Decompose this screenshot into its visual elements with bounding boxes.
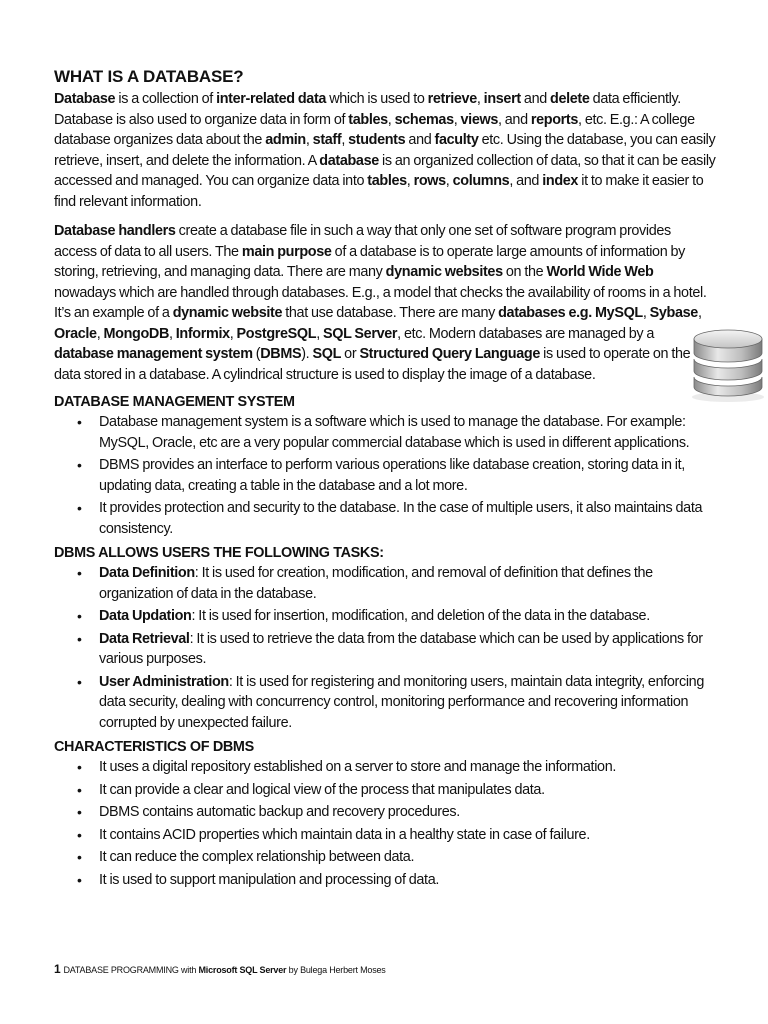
bold-term: main purpose <box>241 243 332 260</box>
text-run: which is used to <box>326 91 428 107</box>
text-run: , <box>341 132 349 148</box>
text-run: : It is used to retrieve the data from the database which can be used by applications for various purposes. <box>99 630 703 667</box>
text-run: It can provide a clear and logical view of the process that manipulates data. <box>99 781 545 798</box>
bold-term: inter-related data <box>216 91 327 107</box>
list-item <box>99 780 716 801</box>
bold-term: tables <box>348 111 388 128</box>
text-run: , <box>229 325 237 342</box>
text-run: , and <box>497 111 531 128</box>
text-run: : It is used for insertion, modification, and deletion of the data in the database. <box>191 608 650 624</box>
text-run: DBMS provides an interface to perform various operations like database creation, storing data in it, updating data, creating a table in the database and a lot more. <box>99 457 685 494</box>
list-item <box>99 629 716 670</box>
list-item <box>99 455 716 496</box>
bold-term: Data Updation <box>99 608 192 624</box>
dbms-list <box>54 412 716 539</box>
bold-term: schemas <box>394 111 454 128</box>
bold-term: database management system <box>54 346 253 362</box>
text-run: is used to operate on the data stored in a database. A cylindrical structure is used to display the image of a database. <box>54 346 691 383</box>
list-item <box>99 412 716 453</box>
text-run: , <box>445 173 453 189</box>
text-run: etc. Using the database, you can easily retrieve, insert, and delete the information. A <box>54 132 716 169</box>
text-run: , <box>387 111 395 128</box>
bold-term: students <box>348 132 406 148</box>
bold-term: Database handlers <box>54 223 176 239</box>
bold-term: SQL <box>312 346 342 362</box>
list-item <box>99 847 716 868</box>
bold-term: admin <box>265 132 306 148</box>
bold-term: faculty <box>434 132 479 148</box>
text-run: it to make it easier to find relevant information. <box>54 173 704 210</box>
text-run: ). <box>301 346 313 362</box>
text-run: data efficiently. Database is also used to organize data in form of <box>54 91 681 128</box>
bold-term: databases e.g. MySQL <box>498 305 643 321</box>
text-run: or <box>341 346 360 362</box>
text-run: , <box>96 325 104 342</box>
bold-term: SQL Server <box>323 325 398 342</box>
list-item <box>99 563 716 604</box>
database-cylinder-icon <box>688 323 768 403</box>
bold-term: rows <box>413 173 446 189</box>
text-run: and <box>405 132 435 148</box>
text-run: is an organized collection of data, so that it can be easily accessed and managed. You can organize data into <box>54 152 716 189</box>
database-handlers-section <box>54 221 716 385</box>
text-run: , <box>642 305 650 321</box>
bold-term: Oracle <box>54 325 97 342</box>
text-run: of a database is to operate large amounts of information by storing, retrieving, and managing data. There are many <box>54 243 686 280</box>
bold-term: columns <box>452 173 510 189</box>
text-run: is a collection of <box>115 91 217 107</box>
text-run: DBMS contains automatic backup and recovery procedures. <box>99 804 460 820</box>
footer-bold-text: Microsoft SQL Server <box>198 965 287 975</box>
section-title-dbms: DATABASE MANAGEMENT SYSTEM <box>54 394 295 410</box>
section-title-characteristics: CHARACTERISTICS OF DBMS <box>54 739 254 755</box>
characteristics-list <box>54 757 716 890</box>
text-run: and <box>520 91 551 107</box>
list-item <box>99 672 716 734</box>
bold-term: reports <box>530 111 579 128</box>
list-item <box>99 757 716 778</box>
text-run: : It is used for creation, modification, and removal of definition that defines the organization of data in the database. <box>99 565 653 602</box>
text-run: , etc. Modern databases are managed by a <box>397 325 655 342</box>
bold-term: dynamic website <box>172 305 283 321</box>
text-run: It contains ACID properties which maintain data in a healthy state in case of failure. <box>99 826 590 843</box>
bold-term: Data Definition <box>99 565 195 581</box>
bold-term: World Wide Web <box>546 264 654 280</box>
bold-term: Informix <box>175 325 230 342</box>
text-run: on the <box>502 264 547 280</box>
bold-term: Data Retrieval <box>99 630 190 647</box>
text-run: create a database file in such a way that only one set of software program provides access of data to all users. The <box>54 223 671 260</box>
list-item <box>99 606 716 627</box>
intro-paragraph <box>54 89 716 212</box>
text-run: Database management system is a software which is used to manage the database. For example: MySQL, Oracle, etc are a very popular commercial database which is used in different applications. <box>99 414 690 451</box>
text-run: , and <box>509 173 543 189</box>
text-run: , <box>316 325 324 342</box>
text-run: nowadays which are handled through databases. E.g., a model that checks the availability of rooms in a hotel. It’s an example of a <box>54 284 707 321</box>
text-run: ( <box>252 346 261 362</box>
text-run: : It is used for registering and monitoring users, maintain data integrity, enforcing data security, dealing with concurrency control, monitoring performance and recovering information corrupted by unexpected failure. <box>99 673 704 731</box>
text-run: , <box>476 91 484 107</box>
text-run: that use database. There are many <box>282 305 499 321</box>
text-run: , <box>305 132 313 148</box>
bold-term: User Administration <box>99 673 229 690</box>
text-run: , <box>168 325 176 342</box>
page-number: 1 <box>54 962 61 976</box>
page-footer <box>54 962 386 976</box>
text-run: , <box>453 111 461 128</box>
text-run: It is used to support manipulation and processing of data. <box>99 871 439 888</box>
footer-text: DATABASE PROGRAMMING with <box>63 965 199 975</box>
text-run: , <box>406 173 414 189</box>
bold-term: views <box>460 111 498 128</box>
bold-term: Database <box>54 91 116 107</box>
bold-term: Structured Query Language <box>359 346 540 362</box>
list-item <box>99 802 716 823</box>
bold-term: DBMS <box>260 346 302 362</box>
footer-author: by Bulega Herbert Moses <box>286 965 386 975</box>
list-item <box>99 870 716 891</box>
text-run: , <box>697 305 702 321</box>
section-title-tasks: DBMS ALLOWS USERS THE FOLLOWING TASKS: <box>54 545 384 561</box>
bold-term: tables <box>367 173 407 189</box>
page-title: WHAT IS A DATABASE? <box>54 67 244 86</box>
bold-term: staff <box>312 132 342 148</box>
text-run: , etc. E.g.: A college database organizes data about the <box>54 111 695 148</box>
text-run: It uses a digital repository established on a server to store and manage the information. <box>99 759 617 775</box>
bold-term: database <box>319 152 379 169</box>
text-run: It provides protection and security to the database. In the case of multiple users, it also maintains data consistency. <box>99 500 703 537</box>
bold-term: delete <box>550 91 590 107</box>
bold-term: insert <box>483 91 521 107</box>
text-run: It can reduce the complex relationship between data. <box>99 849 415 865</box>
bold-term: MongoDB <box>103 325 169 342</box>
list-item <box>99 498 716 539</box>
bold-term: dynamic websites <box>385 264 503 280</box>
bold-term: PostgreSQL <box>236 325 317 342</box>
bold-term: retrieve <box>427 91 477 107</box>
bold-term: Sybase <box>649 305 698 321</box>
list-item <box>99 825 716 846</box>
bold-term: index <box>542 173 579 189</box>
tasks-list <box>54 563 716 733</box>
handlers-paragraph <box>54 221 716 385</box>
